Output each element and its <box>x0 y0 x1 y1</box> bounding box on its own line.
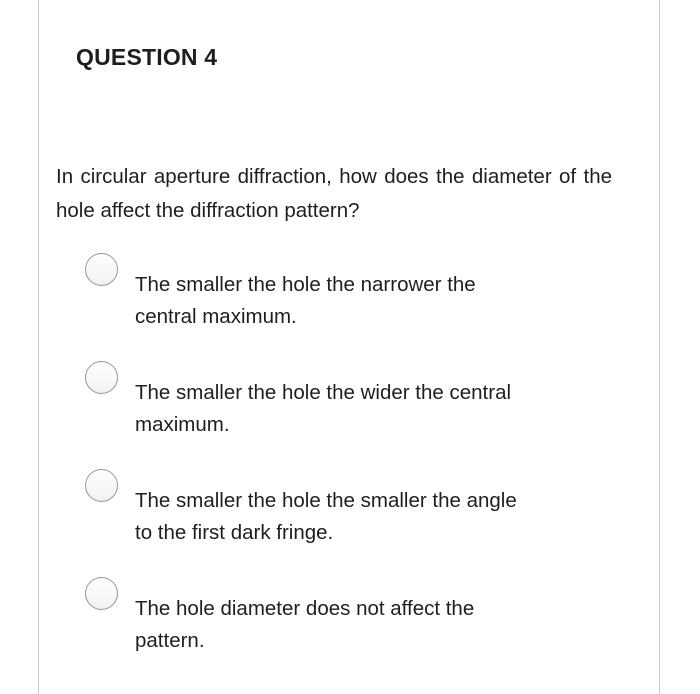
answer-option-label: The smaller the hole the narrower the central maximum. <box>135 273 476 328</box>
question-text: In circular aperture diffraction, how does the diameter of the hole affect the diffraction pattern? <box>56 165 612 222</box>
radio-button-icon[interactable] <box>85 577 118 610</box>
answer-option-4[interactable] <box>85 577 505 667</box>
radio-button-icon[interactable] <box>85 469 118 502</box>
answer-option-label: The smaller the hole the wider the central maximum. <box>135 381 512 436</box>
answer-option-1[interactable] <box>85 253 505 343</box>
question-card <box>38 0 660 694</box>
radio-button-icon[interactable] <box>85 253 118 286</box>
answer-option-label: The hole diameter does not affect the pattern. <box>135 597 475 652</box>
answer-option-label: The smaller the hole the smaller the angle to the first dark fringe. <box>135 489 517 544</box>
answer-option-2[interactable] <box>85 361 512 451</box>
answer-option-3[interactable] <box>85 469 517 559</box>
radio-button-icon[interactable] <box>85 361 118 394</box>
question-title: QUESTION 4 <box>76 44 218 70</box>
